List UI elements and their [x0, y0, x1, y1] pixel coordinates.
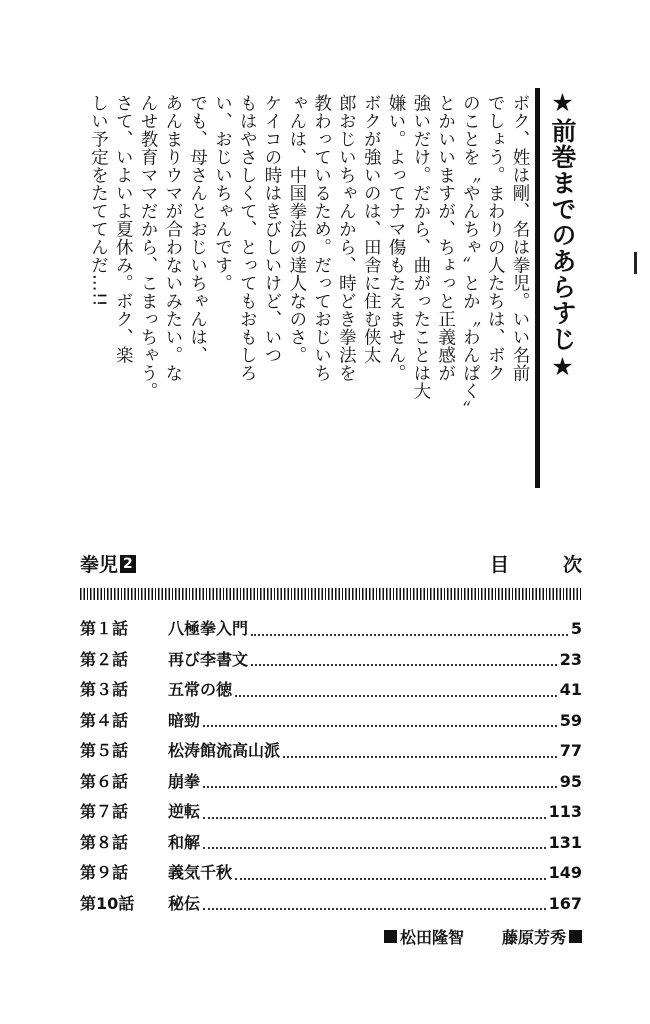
chapter-page: 149: [548, 863, 582, 882]
chapter-row-1[interactable]: [80, 616, 582, 647]
chapter-page: 167: [548, 893, 582, 913]
chapter-title: 義気千秋: [168, 863, 233, 882]
chapter-number: 第６話: [80, 771, 129, 791]
chapter-number: 第２話: [80, 649, 129, 669]
leader-dots: [203, 846, 546, 849]
leader-dots: [283, 755, 557, 758]
table-of-contents: [80, 550, 582, 948]
chapter-row-8[interactable]: [80, 830, 582, 861]
chapter-title: 暗勁: [168, 710, 201, 730]
chapter-title: 五常の徳: [168, 680, 233, 699]
series-name: 拳児: [80, 554, 119, 576]
chapter-title: 再び李書文: [168, 649, 249, 669]
chapter-row-2[interactable]: [80, 647, 582, 678]
chapter-row-3[interactable]: [80, 677, 582, 708]
chapter-number: 第５話: [80, 741, 129, 760]
chapter-row-5[interactable]: [80, 738, 582, 769]
chapter-title: 松涛館流高山派: [168, 741, 281, 760]
leader-dots: [235, 877, 546, 880]
leader-dots: [251, 663, 557, 666]
chapter-page: 131: [548, 832, 582, 852]
chapter-title: 八極拳入門: [168, 619, 249, 638]
chapter-number: 第10話: [80, 893, 135, 913]
artist-credit: [502, 925, 582, 948]
square-bullet-icon: [384, 930, 397, 943]
chapter-page: 95: [559, 771, 582, 791]
volume-badge: 2: [120, 555, 136, 573]
leader-dots: [203, 907, 546, 910]
chapter-row-10[interactable]: [80, 891, 582, 922]
square-bullet-icon: [569, 930, 582, 943]
chapter-list: [80, 616, 582, 921]
chapter-page: 77: [559, 741, 582, 760]
chapter-row-7[interactable]: [80, 799, 582, 830]
chapter-title: 秘伝: [168, 893, 201, 913]
chapter-number: 第７話: [80, 802, 129, 821]
writer-credit: [384, 925, 464, 948]
leader-dots: [251, 633, 568, 636]
leader-dots: [203, 816, 546, 819]
chapter-page: 5: [570, 619, 582, 638]
toc-header: [80, 550, 582, 578]
leader-dots: [235, 694, 557, 697]
credits: [80, 925, 582, 948]
chapter-page: 59: [559, 710, 582, 730]
page-edge-mark: [634, 252, 637, 274]
chapter-title: 逆転: [168, 802, 201, 821]
chapter-number: 第８話: [80, 832, 129, 852]
toc-heading: [490, 550, 582, 577]
toc-heading-char-2: 次: [562, 554, 582, 576]
chapter-row-9[interactable]: [80, 860, 582, 891]
chapter-title: 崩拳: [168, 771, 201, 791]
chapter-title: 和解: [168, 832, 201, 852]
chapter-page: 23: [559, 649, 582, 669]
writer-name: 松田隆智: [399, 928, 464, 947]
leader-dots: [203, 785, 557, 788]
chapter-number: 第３話: [80, 680, 129, 699]
synopsis-section: [78, 88, 580, 500]
chapter-page: 113: [548, 802, 582, 821]
series-title: [80, 550, 136, 577]
chapter-number: 第１話: [80, 619, 129, 638]
toc-heading-char-1: 目: [490, 554, 510, 576]
synopsis-body: ボク、姓は剛、名は拳児。いい名前 でしょう。まわりの人たちは、ボク のことを〝やんちゃ〟とか〝わんぱく〟 とかいいますが、ちょっと正義感が 強いだけ。だから、曲がったことは大 嫌い。よってナマ傷もたえません。 ボクが強いのは、田舎に住む侠太 郎おじいちゃんから、時どき拳法を 教わっているため。だっておじいち ゃんは、中国拳法の達人なのさ。 ケイコの時はきびしいけど、いつ もはやさしくて、とってもおもしろ い、おじいちゃんです。 でも、母さんとおじいちゃんは、 あんまりウマが合わないみたい。な んせ教育ママだから、こまっちゃう。 さて、いよいよ夏休み。ボク、楽 しい予定をたててんだ…!!: [88, 94, 530, 418]
chapter-number: 第９話: [80, 863, 129, 882]
artist-name: 藤原芳秀: [501, 928, 566, 947]
chapter-page: 41: [559, 680, 582, 699]
chapter-row-4[interactable]: [80, 708, 582, 739]
chapter-row-6[interactable]: [80, 769, 582, 800]
synopsis-title: ★前巻までのあらすじ★: [535, 88, 580, 488]
chapter-number: 第４話: [80, 710, 129, 730]
hatched-rule: [80, 588, 582, 600]
leader-dots: [203, 724, 557, 727]
